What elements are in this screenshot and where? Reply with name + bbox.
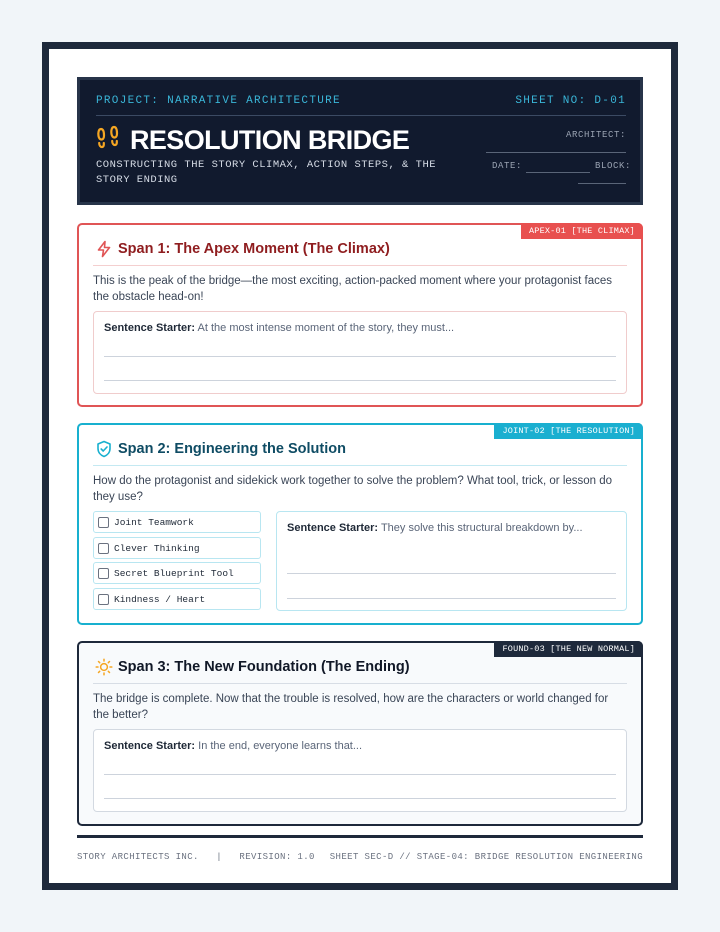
footer-right: SHEET SEC-D // STAGE-04: BRIDGE RESOLUTION ENGINEERING: [329, 852, 643, 862]
span-2-divider: [93, 465, 627, 466]
starter-label: Sentence Starter:: [104, 322, 196, 334]
span-1-title-row: [95, 240, 390, 258]
option-joint-teamwork[interactable]: [93, 511, 261, 533]
span-3-divider: [93, 683, 627, 684]
sun-icon: [95, 658, 113, 676]
starter-text: They solve this structural breakdown by...: [378, 522, 583, 534]
span-3-tag: FOUND-03 [THE NEW NORMAL]: [494, 641, 643, 657]
starter-label: Sentence Starter:: [287, 522, 379, 534]
architect-label: ARCHITECT:: [565, 130, 626, 140]
writing-line[interactable]: [104, 356, 616, 357]
page-subtitle: CONSTRUCTING THE STORY CLIMAX, ACTION STEPS, & THE STORY ENDING: [96, 159, 437, 186]
worksheet-frame: [42, 42, 678, 890]
span-1-starter: [104, 322, 454, 334]
writing-line[interactable]: [287, 598, 616, 599]
option-secret-blueprint-tool[interactable]: [93, 562, 261, 584]
date-field[interactable]: [526, 172, 590, 173]
header-divider: [96, 115, 626, 116]
writing-line[interactable]: [104, 380, 616, 381]
span-2-starter: [287, 522, 583, 534]
footprints-icon: [96, 125, 122, 156]
architect-field[interactable]: [486, 152, 626, 153]
option-label: Secret Blueprint Tool: [114, 567, 234, 579]
span-2-title: Span 2: Engineering the Solution: [118, 441, 346, 457]
span-1-card: [77, 223, 643, 407]
starter-text: In the end, everyone learns that...: [195, 740, 363, 752]
writing-line[interactable]: [287, 573, 616, 574]
page-title: RESOLUTION BRIDGE: [130, 125, 410, 155]
span-2-writing-box[interactable]: [276, 511, 627, 611]
span-1-tag: APEX-01 [THE CLIMAX]: [521, 223, 643, 239]
footer-divider: [77, 835, 643, 838]
writing-line[interactable]: [104, 798, 616, 799]
span-3-title-row: [95, 658, 410, 676]
span-1-title: Span 1: The Apex Moment (The Climax): [118, 241, 390, 257]
block-label: BLOCK:: [595, 161, 632, 171]
page-title-row: [96, 125, 409, 156]
sheet-number: SHEET NO: D-01: [515, 95, 626, 107]
date-label: DATE:: [492, 161, 523, 171]
starter-text: At the most intense moment of the story, they must...: [195, 322, 455, 334]
checkbox[interactable]: [98, 517, 109, 528]
option-clever-thinking[interactable]: [93, 537, 261, 559]
span-3-starter: [104, 740, 362, 752]
option-label: Joint Teamwork: [114, 516, 194, 528]
footer-left: STORY ARCHITECTS INC. | REVISION: 1.0: [77, 852, 315, 862]
shield-check-icon: [95, 440, 113, 458]
span-1-writing-box[interactable]: [93, 311, 627, 394]
checkbox[interactable]: [98, 568, 109, 579]
span-1-divider: [93, 265, 627, 266]
checkbox[interactable]: [98, 543, 109, 554]
option-kindness-heart[interactable]: [93, 588, 261, 610]
lightning-icon: [95, 240, 113, 258]
span-3-title: Span 3: The New Foundation (The Ending): [118, 659, 410, 675]
span-2-card: [77, 423, 643, 625]
span-2-description: How do the protagonist and sidekick work together to solve the problem? What tool, trick, or lesson do they use?: [93, 475, 613, 503]
span-1-description: This is the peak of the bridge—the most exciting, action-packed moment where your protagonist faces the obstacle head-on!: [93, 275, 613, 303]
span-3-card: [77, 641, 643, 826]
project-label: PROJECT: NARRATIVE ARCHITECTURE: [96, 95, 341, 107]
span-3-description: The bridge is complete. Now that the trouble is resolved, how are the characters or world changed for the better?: [93, 693, 609, 721]
span-2-tag: JOINT-02 [THE RESOLUTION]: [494, 423, 643, 439]
option-label: Kindness / Heart: [114, 593, 206, 605]
writing-line[interactable]: [104, 774, 616, 775]
checkbox[interactable]: [98, 594, 109, 605]
block-field[interactable]: [578, 183, 626, 184]
span-2-title-row: [95, 440, 346, 458]
span-3-writing-box[interactable]: [93, 729, 627, 812]
header-panel: [77, 77, 643, 205]
starter-label: Sentence Starter:: [104, 740, 196, 752]
option-label: Clever Thinking: [114, 542, 200, 554]
